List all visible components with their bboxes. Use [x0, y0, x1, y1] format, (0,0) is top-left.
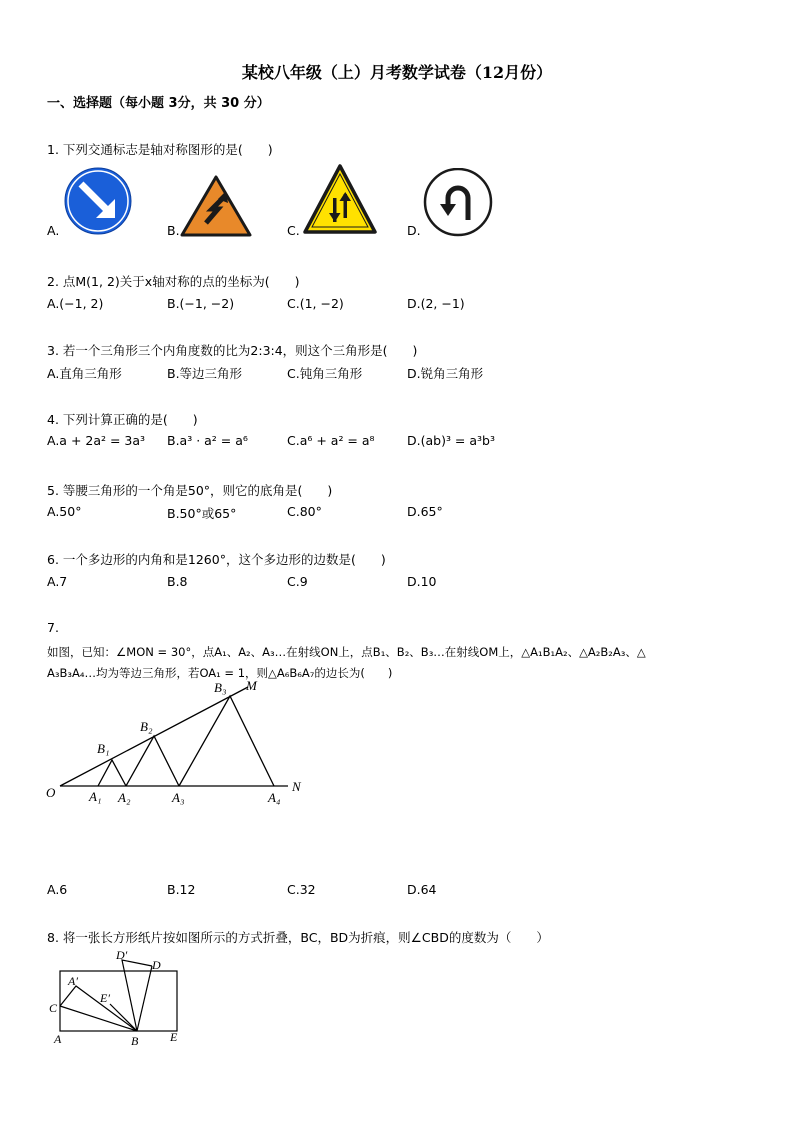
question-3-option-c: C.钝角三角形	[287, 366, 363, 381]
question-3-option-b: B.等边三角形	[167, 366, 243, 381]
question-8-stem: 8. 将一张长方形纸片按如图所示的方式折叠，BC，BD为折痕，则∠CBD的度数为（ ）	[47, 930, 549, 945]
label-n: N	[292, 779, 301, 794]
crease-bd	[137, 966, 152, 1031]
question-4-option-d: D.(ab)³ = a³b³	[407, 433, 495, 448]
question-6-option-c: C.9	[287, 574, 308, 589]
question-7-line-1: 如图，已知：∠MON = 30°，点A₁、A₂、A₃…在射线ON上，点B₁、B₂、B₃…在射线OM上，△A₁B₁A₂、△A₂B₂A₃、△	[47, 645, 646, 659]
label-e: E	[170, 1030, 178, 1044]
folded-triangle-a-prime	[60, 986, 137, 1031]
question-6-option-b: B.8	[167, 574, 188, 589]
question-6-option-d: D.10	[407, 574, 437, 589]
label-a4: A₄	[268, 790, 281, 805]
question-7-number: 7.	[47, 620, 59, 635]
question-7-option-a: A.6	[47, 882, 68, 897]
label-a-prime: A′	[68, 974, 78, 988]
question-2-option-a: A.(−1, 2)	[47, 296, 104, 311]
triangle-a3-b3-a4	[179, 696, 274, 786]
question-7-option-c: C.32	[287, 882, 316, 897]
question-3-option-d: D.锐角三角形	[407, 366, 484, 381]
question-2-option-c: C.(1, −2)	[287, 296, 344, 311]
question-6-stem: 6. 一个多边形的内角和是1260°，这个多边形的边数是( )	[47, 552, 386, 567]
question-2-option-d: D.(2, −1)	[407, 296, 465, 311]
question-1-option-b: B.	[167, 223, 180, 238]
question-3-option-a: A.直角三角形	[47, 366, 122, 381]
label-a1: A₁	[89, 789, 102, 804]
question-5-option-a: A.50°	[47, 504, 82, 519]
blue-diagonal-arrow-sign-icon	[63, 167, 135, 239]
label-o: O	[46, 785, 56, 800]
question-2-option-b: B.(−1, −2)	[167, 296, 235, 311]
question-7-figure	[40, 676, 320, 810]
label-a3: A₃	[172, 790, 185, 805]
label-b: B	[131, 1034, 139, 1048]
question-2-stem: 2. 点M(1, 2)关于x轴对称的点的坐标为( )	[47, 274, 300, 289]
question-5-option-c: C.80°	[287, 504, 322, 519]
label-d: D	[152, 958, 161, 972]
label-b2: B₂	[140, 719, 153, 734]
crease-bc	[60, 1006, 137, 1031]
yellow-two-way-traffic-sign-icon	[302, 163, 378, 235]
question-1-option-c: C.	[287, 223, 300, 238]
question-5-option-d: D.65°	[407, 504, 443, 519]
orange-bend-road-sign-icon	[180, 175, 252, 237]
question-8-figure	[42, 948, 192, 1048]
question-5-stem: 5. 等腰三角形的一个角是50°，则它的底角是( )	[47, 483, 333, 498]
label-m: M	[246, 678, 257, 693]
question-7-line-2: A₃B₃A₄…均为等边三角形，若OA₁ = 1，则△A₆B₆A₇的边长为( )	[47, 666, 393, 680]
question-7-option-d: D.64	[407, 882, 437, 897]
question-4-option-a: A.a + 2a² = 3a³	[47, 433, 146, 448]
question-1-option-a: A.	[47, 223, 60, 238]
question-4-option-b: B.a³ · a² = a⁶	[167, 433, 248, 448]
label-a: A	[54, 1032, 62, 1046]
question-7-option-b: B.12	[167, 882, 196, 897]
page-title: 某校八年级（上）月考数学试卷（12月份）	[241, 63, 553, 82]
u-turn-sign-icon	[422, 168, 496, 238]
question-3-stem: 3. 若一个三角形三个内角度数的比为2:3:4，则这个三角形是( )	[47, 343, 418, 358]
question-6-option-a: A.7	[47, 574, 68, 589]
question-1-stem: 1. 下列交通标志是轴对称图形的是( )	[47, 142, 273, 157]
label-a2: A₂	[118, 790, 131, 805]
question-4-option-c: C.a⁶ + a² = a⁸	[287, 433, 375, 448]
question-4-stem: 4. 下列计算正确的是( )	[47, 412, 198, 427]
label-d-prime: D′	[116, 948, 128, 962]
section-heading: 一、选择题（每小题 3分，共 30 分）	[47, 96, 270, 111]
question-5-option-b: B.50°或65°	[167, 506, 237, 521]
label-b1: B₁	[97, 741, 110, 756]
label-b3: B₃	[214, 680, 227, 695]
label-c: C	[49, 1001, 58, 1015]
triangle-a2-b2-a3	[126, 736, 179, 786]
question-1-option-d: D.	[407, 223, 421, 238]
label-e-prime: E′	[100, 991, 110, 1005]
